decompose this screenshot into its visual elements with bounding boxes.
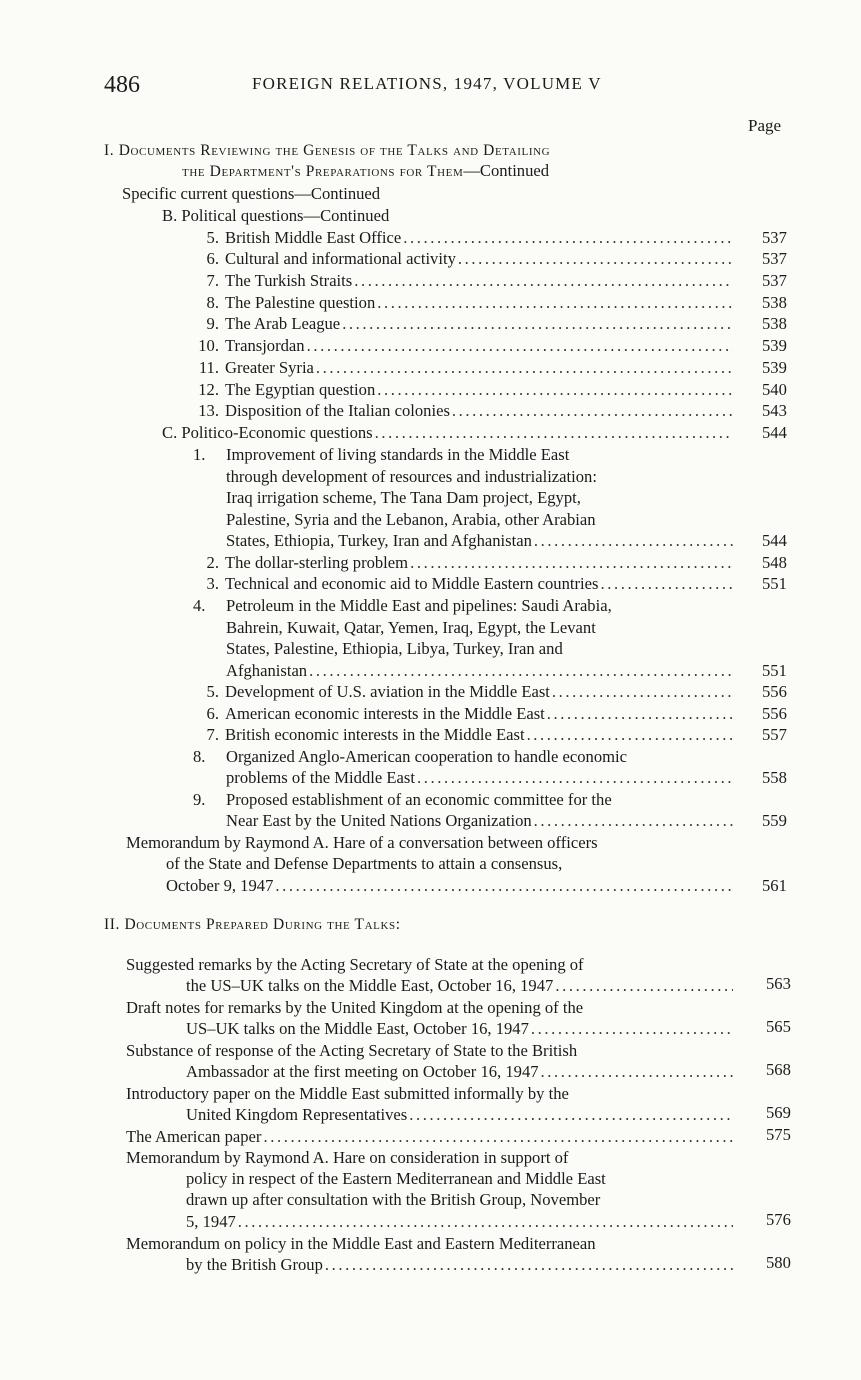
toc-entry: 8. The Palestine question ..... [193, 292, 735, 314]
toc-entry: Ambassador at the first meeting on October 16, 1947 ..... [186, 1061, 735, 1083]
page-ref: 561 [762, 876, 787, 895]
page-ref: 556 [762, 704, 787, 723]
page-ref: 538 [762, 293, 787, 312]
toc-entry-line: States, Palestine, Ethiopia, Libya, Turkey, Iran and [226, 639, 563, 658]
page-ref: 551 [762, 574, 787, 593]
toc-entry-line: of the State and Defense Departments to attain a consensus, [166, 854, 563, 873]
toc-entry-line: Palestine, Syria and the Lebanon, Arabia, other Arabian [226, 510, 596, 529]
page-ref: 565 [766, 1017, 791, 1036]
page-ref: 539 [762, 336, 787, 355]
toc-entry: 13. Disposition of the Italian colonies ..... [193, 400, 735, 422]
toc-entry: 5, 1947 ..... [186, 1211, 735, 1233]
toc-entry: October 9, 1947 ..... [166, 875, 735, 897]
toc-entry: Afghanistan ..... [226, 660, 735, 682]
section-1-heading-line2: the Department's Preparations for Them [182, 163, 464, 180]
toc-entry-num: 4. [193, 596, 206, 615]
page-ref: 568 [766, 1060, 791, 1079]
toc-entry-line: Organized Anglo-American cooperation to handle economic [226, 747, 628, 766]
toc-entry-line: Memorandum by Raymond A. Hare on consideration in support of [126, 1148, 569, 1167]
toc-entry: Near East by the United Nations Organization ..... [226, 810, 735, 832]
toc-entry: 7. British economic interests in the Middle East ..... [193, 724, 735, 746]
group-b-heading: B. Political questions—Continued [162, 206, 390, 225]
toc-entry: problems of the Middle East ..... [226, 767, 735, 789]
toc-entry: 10. Transjordan ..... [193, 335, 735, 357]
page-ref: 537 [762, 271, 787, 290]
toc-entry-line: Introductory paper on the Middle East submitted informally by the [126, 1084, 569, 1103]
page-ref: 559 [762, 811, 787, 830]
page-column-label: Page [748, 116, 782, 135]
toc-entry-line: through development of resources and industrialization: [226, 467, 597, 486]
toc-entry: by the British Group ..... [186, 1254, 735, 1276]
page-ref: 538 [762, 314, 787, 333]
page-ref: 537 [762, 228, 787, 247]
page-ref: 544 [762, 531, 787, 550]
page-ref: 557 [762, 725, 787, 744]
page-ref: 548 [762, 553, 787, 572]
toc-entry: 3. Technical and economic aid to Middle Eastern countries ..... [193, 573, 735, 595]
section-1-continued: —Continued [463, 161, 550, 180]
section-2-heading: II. Documents Prepared During the Talks: [104, 916, 401, 933]
page-ref: 580 [766, 1253, 791, 1272]
toc-entry-line: Draft notes for remarks by the United Kingdom at the opening of the [126, 998, 584, 1017]
page-ref: 551 [762, 661, 787, 680]
page-ref: 537 [762, 249, 787, 268]
subheading: Specific current questions—Continued [122, 184, 381, 203]
page-ref: 575 [766, 1125, 791, 1144]
toc-entry: 6. Cultural and informational activity ..... [193, 248, 735, 270]
toc-entry-num: 8. [193, 747, 206, 766]
toc-entry-line: Iraq irrigation scheme, The Tana Dam project, Egypt, [226, 488, 581, 507]
toc-entry-num: 9. [193, 790, 206, 809]
page-ref: 544 [762, 423, 787, 442]
running-head: FOREIGN RELATIONS, 1947, VOLUME V [252, 74, 602, 93]
page-number: 486 [104, 72, 140, 98]
toc-entry-line: Proposed establishment of an economic committee for the [226, 790, 612, 809]
toc-entry-line: Memorandum by Raymond A. Hare of a conversation between officers [126, 833, 598, 852]
toc-entry: 2. The dollar-sterling problem ..... [193, 552, 735, 574]
toc-entry: 12. The Egyptian question ..... [193, 379, 735, 401]
toc-entry-line: Improvement of living standards in the Middle East [226, 445, 570, 464]
toc-entry: The American paper ..... [126, 1126, 735, 1148]
toc-entry-line: Bahrein, Kuwait, Qatar, Yemen, Iraq, Egypt, the Levant [226, 618, 596, 637]
toc-entry: 11. Greater Syria ..... [193, 357, 735, 379]
toc-entry-line: policy in respect of the Eastern Mediterranean and Middle East [186, 1169, 606, 1188]
page-ref: 543 [762, 401, 787, 420]
toc-entry: 7. The Turkish Straits ..... [193, 270, 735, 292]
toc-entry: US–UK talks on the Middle East, October 16, 1947 ..... [186, 1018, 735, 1040]
toc-entry-num: 1. [193, 445, 206, 464]
page-ref: 563 [766, 974, 791, 993]
section-1-heading-cont [182, 160, 549, 183]
page-ref: 558 [762, 768, 787, 787]
toc-entry-line: Substance of response of the Acting Secretary of State to the British [126, 1041, 578, 1060]
section-1-heading: I. Documents Reviewing the Genesis of the Talks and Detailing [104, 142, 551, 159]
toc-entry-line: drawn up after consultation with the British Group, November [186, 1190, 601, 1209]
page-ref: 576 [766, 1210, 791, 1229]
toc-entry: 5. Development of U.S. aviation in the Middle East ..... [193, 681, 735, 703]
toc-entry: States, Ethiopia, Turkey, Iran and Afghanistan ..... [226, 530, 735, 552]
toc-entry-line: Suggested remarks by the Acting Secretary of State at the opening of [126, 955, 584, 974]
page-ref: 569 [766, 1103, 791, 1122]
toc-entry: 6. American economic interests in the Middle East ..... [193, 703, 735, 725]
toc-entry: 9. The Arab League ..... [193, 313, 735, 335]
toc-entry: the US–UK talks on the Middle East, October 16, 1947 ..... [186, 975, 735, 997]
toc-entry: United Kingdom Representatives ..... [186, 1104, 735, 1126]
toc-entry-line: Memorandum on policy in the Middle East and Eastern Mediterranean [126, 1234, 596, 1253]
page-ref: 539 [762, 358, 787, 377]
toc-entry: 5. British Middle East Office ..... [193, 227, 735, 249]
page-ref: 556 [762, 682, 787, 701]
group-c-heading: C. Politico-Economic questions ..... [162, 422, 735, 444]
page-ref: 540 [762, 380, 787, 399]
toc-entry-line: Petroleum in the Middle East and pipelines: Saudi Arabia, [226, 596, 612, 615]
